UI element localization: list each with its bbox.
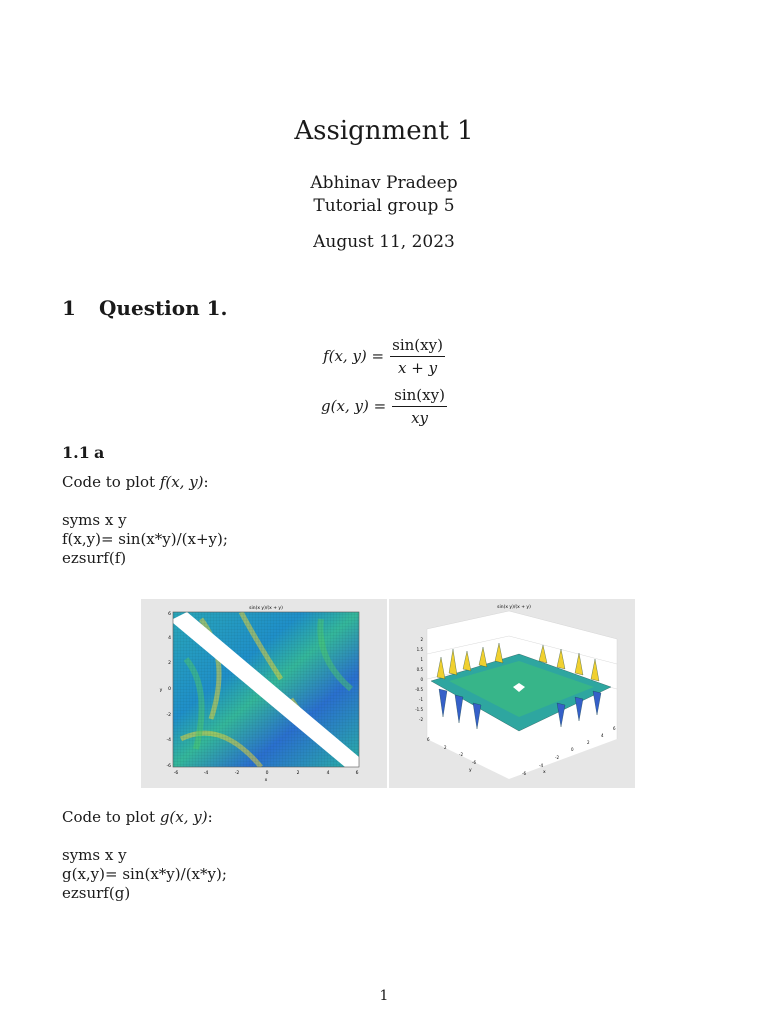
tick-label: 6 bbox=[355, 771, 359, 776]
intro-f-colon: : bbox=[203, 473, 209, 491]
figure-right-title: sin(x y)/(x + y) bbox=[497, 605, 531, 610]
tick-label: 2 bbox=[587, 740, 590, 745]
tick-label: 2 bbox=[444, 745, 447, 750]
code-line: syms x y bbox=[62, 511, 127, 529]
figure-right-ylabel: y bbox=[469, 768, 472, 773]
code-line: f(x,y)= sin(x*y)/(x+y); bbox=[62, 530, 228, 548]
equation-g-denominator: xy bbox=[411, 408, 429, 427]
equation-g-lhs: g(x, y) = bbox=[321, 397, 387, 415]
figure-right bbox=[389, 599, 635, 788]
subsection-title: a bbox=[94, 443, 105, 462]
figure-left bbox=[141, 599, 387, 788]
tick-label: 2 bbox=[168, 661, 171, 666]
tick-label: -2 bbox=[555, 755, 559, 760]
section-heading bbox=[62, 296, 228, 320]
tick-label: -6 bbox=[173, 771, 179, 776]
tick-label: -4 bbox=[203, 771, 209, 776]
tick-label: 4 bbox=[601, 733, 604, 738]
tick-label: 6 bbox=[168, 612, 171, 617]
tick-label: -6 bbox=[472, 760, 476, 765]
subsection-heading bbox=[62, 443, 104, 462]
tick-label: -6 bbox=[166, 764, 171, 769]
tick-label: 0 bbox=[571, 747, 574, 752]
tick-label: 0 bbox=[265, 771, 269, 776]
code-line: ezsurf(g) bbox=[62, 884, 131, 902]
tick-label: -2 bbox=[459, 752, 463, 757]
equation-f-denominator: x + y bbox=[398, 358, 438, 377]
page-number: 1 bbox=[379, 988, 389, 1004]
figure-left-xlabel: x bbox=[264, 778, 268, 783]
tick-label: 6 bbox=[427, 737, 430, 742]
equation-f-numerator: sin(xy) bbox=[390, 336, 445, 357]
equation-f-fraction bbox=[390, 336, 445, 377]
figure-left-yticks bbox=[167, 611, 172, 769]
tick-label: -4 bbox=[539, 763, 543, 768]
tick-label: 1 bbox=[420, 657, 423, 662]
figure-right-zticks bbox=[415, 637, 423, 722]
tick-label: -6 bbox=[522, 771, 526, 776]
figure-left-plot bbox=[141, 599, 387, 788]
tick-label: 2 bbox=[420, 637, 423, 642]
tick-label: -2 bbox=[419, 717, 423, 722]
intro-g-math: g(x, y) bbox=[159, 808, 208, 826]
figure-left-xticks bbox=[174, 770, 359, 776]
intro-f-math: f(x, y) bbox=[159, 473, 204, 491]
document-date: August 11, 2023 bbox=[313, 232, 455, 252]
tick-label: 1.5 bbox=[416, 647, 423, 652]
section-title: Question 1. bbox=[99, 296, 228, 320]
equation-g bbox=[0, 383, 768, 429]
equation-g-fraction bbox=[392, 386, 447, 427]
tick-label: 2 bbox=[296, 771, 300, 776]
intro-f-text: Code to plot bbox=[62, 473, 160, 491]
tick-label: -2 bbox=[234, 771, 240, 776]
tick-label: -4 bbox=[166, 738, 171, 743]
code-block-g bbox=[62, 846, 227, 903]
intro-g bbox=[62, 808, 213, 826]
intro-f bbox=[62, 473, 209, 491]
document-title: Assignment 1 bbox=[294, 116, 474, 146]
tick-label: 0 bbox=[420, 677, 423, 682]
tick-label: -2 bbox=[166, 713, 171, 718]
intro-g-colon: : bbox=[207, 808, 213, 826]
section-number: 1 bbox=[62, 296, 76, 320]
equation-g-numerator: sin(xy) bbox=[392, 386, 447, 407]
figure-left-ylabel: y bbox=[159, 688, 163, 693]
tick-label: -1 bbox=[419, 697, 423, 702]
tick-label: 0 bbox=[168, 687, 171, 692]
intro-g-text: Code to plot bbox=[62, 808, 160, 826]
code-line: ezsurf(f) bbox=[62, 549, 127, 567]
code-line: g(x,y)= sin(x*y)/(x*y); bbox=[62, 865, 227, 883]
figure-left-title: sin(x y)/(x + y) bbox=[249, 606, 283, 611]
tick-label: 4 bbox=[326, 771, 330, 776]
code-line: syms x y bbox=[62, 846, 127, 864]
tick-label: -1.5 bbox=[415, 707, 423, 712]
subsection-number: 1.1 bbox=[62, 443, 90, 462]
figure-right-xlabel: x bbox=[543, 770, 546, 775]
author-name: Abhinav Pradeep bbox=[310, 173, 458, 193]
tick-label: 6 bbox=[613, 726, 616, 731]
tick-label: 4 bbox=[168, 636, 171, 641]
code-block-f bbox=[62, 511, 228, 568]
equation-f-lhs: f(x, y) = bbox=[323, 347, 385, 365]
tutorial-group: Tutorial group 5 bbox=[313, 196, 455, 216]
figure-right-plot bbox=[389, 599, 635, 788]
equation-f bbox=[0, 333, 768, 379]
tick-label: -0.5 bbox=[415, 687, 423, 692]
tick-label: 0.5 bbox=[416, 667, 423, 672]
